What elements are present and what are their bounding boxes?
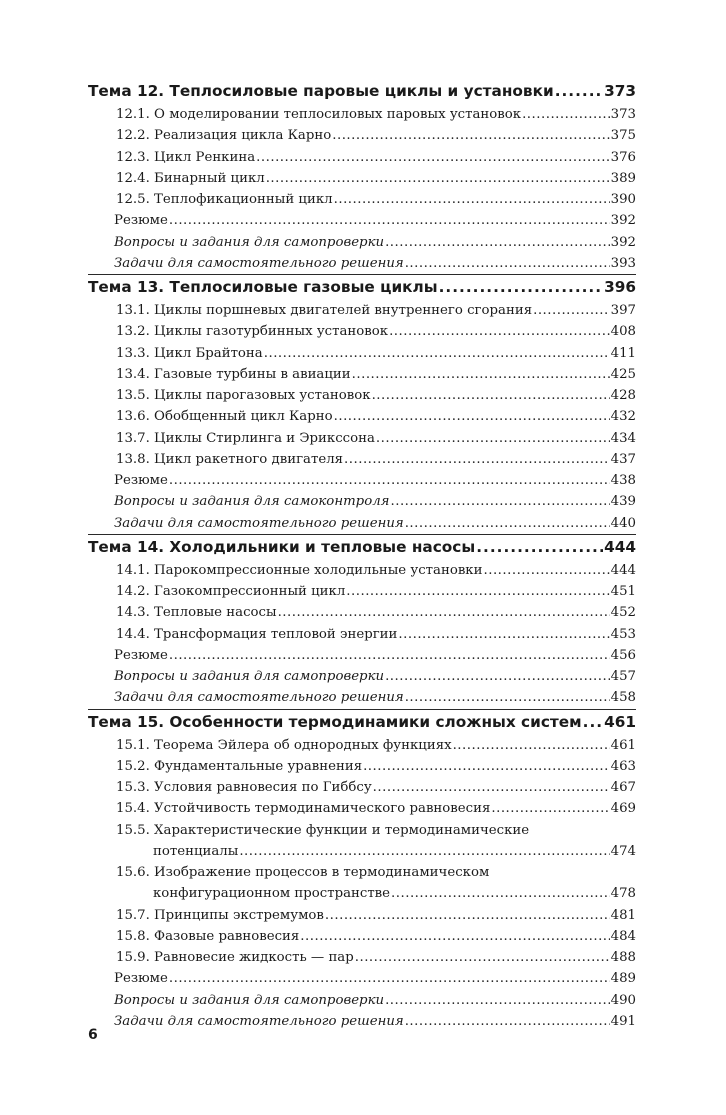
entry-title: 13.2. Циклы газотурбинных установок bbox=[116, 324, 389, 340]
toc-entry bbox=[88, 862, 636, 905]
toc-entry bbox=[88, 189, 636, 210]
toc-entry bbox=[88, 926, 636, 947]
toc-entry bbox=[88, 147, 636, 168]
toc-entry bbox=[88, 947, 636, 968]
chapter-heading-14 bbox=[88, 535, 636, 560]
entry-title: 13.7. Циклы Стирлинга и Эрикссона bbox=[116, 430, 375, 446]
dot-leader bbox=[391, 883, 610, 904]
entry-title: 13.1. Циклы поршневых двигателей внутреннего сгорания bbox=[116, 303, 533, 318]
toc-entry bbox=[88, 777, 636, 798]
entry-page: 453 bbox=[610, 626, 636, 642]
entry-page: 481 bbox=[610, 907, 636, 923]
dot-leader bbox=[266, 168, 610, 189]
entry-title: 15.3. Условия равновесия по Гиббсу bbox=[116, 780, 372, 795]
entry-title: 14.1. Парокомпрессионные холодильные установки bbox=[116, 562, 483, 578]
entry-title: 12.4. Бинарный цикл bbox=[116, 170, 265, 186]
toc-entry bbox=[88, 820, 636, 863]
entry-title: Резюме bbox=[114, 971, 168, 987]
dot-leader bbox=[372, 385, 610, 406]
toc-entry bbox=[88, 210, 636, 231]
entry-title: 14.2. Газокомпрессионный цикл bbox=[116, 584, 346, 599]
entry-page: 425 bbox=[610, 366, 636, 382]
dot-leader bbox=[169, 968, 610, 989]
entry-page: 375 bbox=[610, 128, 636, 144]
entry-page: 432 bbox=[610, 409, 636, 425]
toc-entry bbox=[88, 104, 636, 125]
toc-entry bbox=[88, 581, 636, 602]
chapter-title: Тема 13. Теплосиловые газовые циклы bbox=[88, 278, 438, 296]
entry-title: 13.3. Цикл Брайтона bbox=[116, 345, 263, 361]
entry-title: 15.5. Характеристические функции и термодинамические bbox=[116, 822, 530, 838]
entry-title: 14.3. Тепловые насосы bbox=[116, 605, 277, 621]
entry-title-continued: конфигурационном пространстве bbox=[153, 886, 391, 902]
toc-entry bbox=[88, 968, 636, 989]
entry-page: 491 bbox=[610, 1013, 636, 1029]
toc-entry bbox=[88, 125, 636, 146]
entry-title: Вопросы и задания для самопроверки bbox=[114, 992, 385, 1008]
entry-page: 373 bbox=[610, 107, 636, 122]
toc-entry bbox=[88, 343, 636, 364]
entry-title: 15.2. Фундаментальные уравнения bbox=[116, 758, 363, 774]
toc-entry bbox=[88, 666, 636, 687]
entry-page: 439 bbox=[610, 494, 636, 510]
entry-page: 474 bbox=[610, 843, 636, 859]
dot-leader bbox=[483, 560, 609, 581]
entry-page: 389 bbox=[610, 170, 636, 186]
entry-title: 13.4. Газовые турбины в авиации bbox=[116, 366, 351, 382]
chapter-page: 396 bbox=[604, 278, 636, 296]
entry-page: 484 bbox=[610, 928, 636, 944]
dot-leader bbox=[278, 602, 610, 623]
dot-leader bbox=[453, 735, 610, 756]
dot-leader bbox=[405, 687, 610, 708]
toc-entry bbox=[88, 905, 636, 926]
chapter-heading-13 bbox=[88, 275, 636, 300]
entry-title: Задачи для самостоятельного решения bbox=[114, 255, 404, 271]
dot-leader bbox=[390, 491, 609, 512]
entry-title: 12.1. О моделировании теплосиловых паровых установок bbox=[116, 107, 522, 122]
entry-page: 437 bbox=[610, 451, 636, 467]
entry-title: 15.9. Равновесие жидкость — пар bbox=[116, 950, 354, 965]
dot-leader bbox=[334, 406, 610, 427]
entry-page: 458 bbox=[610, 690, 636, 706]
dot-leader bbox=[439, 275, 603, 300]
chapter-page: 461 bbox=[604, 712, 636, 731]
dot-leader bbox=[256, 147, 609, 168]
entry-page: 467 bbox=[610, 780, 636, 795]
dot-leader bbox=[583, 710, 603, 735]
dot-leader bbox=[264, 343, 610, 364]
dot-leader bbox=[476, 535, 603, 560]
dot-leader bbox=[169, 470, 610, 491]
entry-page: 393 bbox=[610, 255, 636, 271]
entry-page: 489 bbox=[610, 971, 636, 987]
dot-leader bbox=[373, 777, 610, 798]
toc-entry bbox=[88, 624, 636, 645]
entry-title: Задачи для самостоятельного решения bbox=[114, 515, 404, 531]
dot-leader bbox=[533, 300, 610, 321]
entry-page: 376 bbox=[610, 149, 636, 165]
dot-leader bbox=[325, 905, 610, 926]
chapter-title: Тема 12. Теплосиловые паровые циклы и установки bbox=[88, 82, 554, 100]
toc-entry bbox=[88, 798, 636, 819]
toc-entry bbox=[88, 449, 636, 470]
entry-title: 13.5. Циклы парогазовых установок bbox=[116, 388, 371, 403]
dot-leader bbox=[405, 1011, 610, 1032]
entry-title-continued: потенциалы bbox=[153, 843, 239, 859]
entry-page: 478 bbox=[610, 886, 636, 902]
page-number: 6 bbox=[88, 1027, 98, 1043]
entry-title: Вопросы и задания для самопроверки bbox=[114, 669, 385, 684]
dot-leader bbox=[405, 513, 610, 534]
dot-leader bbox=[300, 926, 609, 947]
entry-title: Резюме bbox=[114, 647, 168, 663]
chapter-heading-12 bbox=[88, 79, 636, 104]
toc-entry bbox=[88, 428, 636, 449]
dot-leader bbox=[398, 624, 609, 645]
dot-leader bbox=[344, 449, 610, 470]
dot-leader bbox=[389, 321, 610, 342]
entry-page: 456 bbox=[610, 647, 636, 663]
entry-title: 13.6. Обобщенный цикл Карно bbox=[116, 409, 333, 425]
toc-entry bbox=[88, 602, 636, 623]
entry-page: 457 bbox=[610, 669, 636, 684]
dot-leader bbox=[346, 581, 609, 602]
entry-page: 408 bbox=[610, 324, 636, 340]
toc-entry bbox=[88, 300, 636, 321]
dot-leader bbox=[522, 104, 610, 125]
entry-page: 488 bbox=[610, 950, 636, 965]
chapter-page: 444 bbox=[604, 537, 636, 556]
toc-entry bbox=[88, 491, 636, 512]
entry-title: 12.3. Цикл Ренкина bbox=[116, 149, 256, 165]
entry-title: Резюме bbox=[114, 473, 168, 488]
entry-title: 12.2. Реализация цикла Карно bbox=[116, 128, 332, 144]
dot-leader bbox=[352, 364, 610, 385]
dot-leader bbox=[363, 756, 610, 777]
entry-title: 15.1. Теорема Эйлера об однородных функциях bbox=[116, 737, 452, 753]
chapter-heading-15 bbox=[88, 710, 636, 735]
entry-title: 13.8. Цикл ракетного двигателя bbox=[116, 451, 344, 467]
entry-title: 12.5. Теплофикационный цикл bbox=[116, 192, 333, 207]
dot-leader bbox=[239, 841, 609, 862]
entry-page: 397 bbox=[610, 303, 636, 318]
toc-entry bbox=[88, 168, 636, 189]
toc-entry bbox=[88, 513, 636, 534]
entry-page: 469 bbox=[610, 801, 636, 817]
entry-page: 438 bbox=[610, 473, 636, 488]
entry-page: 452 bbox=[610, 605, 636, 621]
table-of-contents bbox=[88, 79, 636, 1032]
entry-page: 444 bbox=[610, 562, 636, 578]
entry-page: 451 bbox=[610, 584, 636, 599]
entry-page: 490 bbox=[610, 992, 636, 1008]
toc-entry bbox=[88, 321, 636, 342]
chapter-page: 373 bbox=[604, 82, 636, 100]
dot-leader bbox=[385, 990, 610, 1011]
toc-entry bbox=[88, 990, 636, 1011]
entry-title: Резюме bbox=[114, 213, 168, 229]
entry-title: Задачи для самостоятельного решения bbox=[114, 1013, 404, 1029]
dot-leader bbox=[332, 125, 609, 146]
dot-leader bbox=[385, 232, 610, 253]
toc-entry bbox=[88, 470, 636, 491]
entry-title: Задачи для самостоятельного решения bbox=[114, 690, 404, 706]
toc-entry bbox=[88, 253, 636, 274]
toc-entry bbox=[88, 1011, 636, 1032]
entry-title: 15.6. Изображение процессов в термодинамическом bbox=[116, 865, 490, 880]
entry-page: 411 bbox=[610, 345, 636, 361]
toc-entry bbox=[88, 687, 636, 708]
entry-page: 428 bbox=[610, 388, 636, 403]
entry-title: 14.4. Трансформация тепловой энергии bbox=[116, 626, 398, 642]
toc-entry bbox=[88, 232, 636, 253]
chapter-title: Тема 14. Холодильники и тепловые насосы bbox=[88, 537, 476, 556]
dot-leader bbox=[555, 79, 603, 104]
toc-entry bbox=[88, 735, 636, 756]
dot-leader bbox=[334, 189, 610, 210]
dot-leader bbox=[169, 210, 610, 231]
dot-leader bbox=[385, 666, 610, 687]
entry-page: 463 bbox=[610, 758, 636, 774]
entry-page: 440 bbox=[610, 515, 636, 531]
toc-entry bbox=[88, 385, 636, 406]
entry-page: 461 bbox=[610, 737, 636, 753]
toc-entry bbox=[88, 756, 636, 777]
dot-leader bbox=[355, 947, 610, 968]
entry-page: 434 bbox=[610, 430, 636, 446]
entry-title: Вопросы и задания для самоконтроля bbox=[114, 494, 390, 510]
entry-page: 392 bbox=[610, 213, 636, 229]
entry-title: 15.8. Фазовые равновесия bbox=[116, 928, 300, 944]
chapter-title: Тема 15. Особенности термодинамики сложных систем bbox=[88, 712, 582, 731]
entry-title: 15.4. Устойчивость термодинамического равновесия bbox=[116, 801, 491, 817]
toc-entry bbox=[88, 364, 636, 385]
entry-page: 392 bbox=[610, 234, 636, 250]
entry-page: 390 bbox=[610, 192, 636, 207]
dot-leader bbox=[376, 428, 610, 449]
entry-title: Вопросы и задания для самопроверки bbox=[114, 234, 385, 250]
toc-entry bbox=[88, 406, 636, 427]
toc-entry bbox=[88, 560, 636, 581]
dot-leader bbox=[491, 798, 609, 819]
entry-title: 15.7. Принципы экстремумов bbox=[116, 907, 324, 923]
dot-leader bbox=[169, 645, 610, 666]
dot-leader bbox=[405, 253, 610, 274]
toc-entry bbox=[88, 645, 636, 666]
